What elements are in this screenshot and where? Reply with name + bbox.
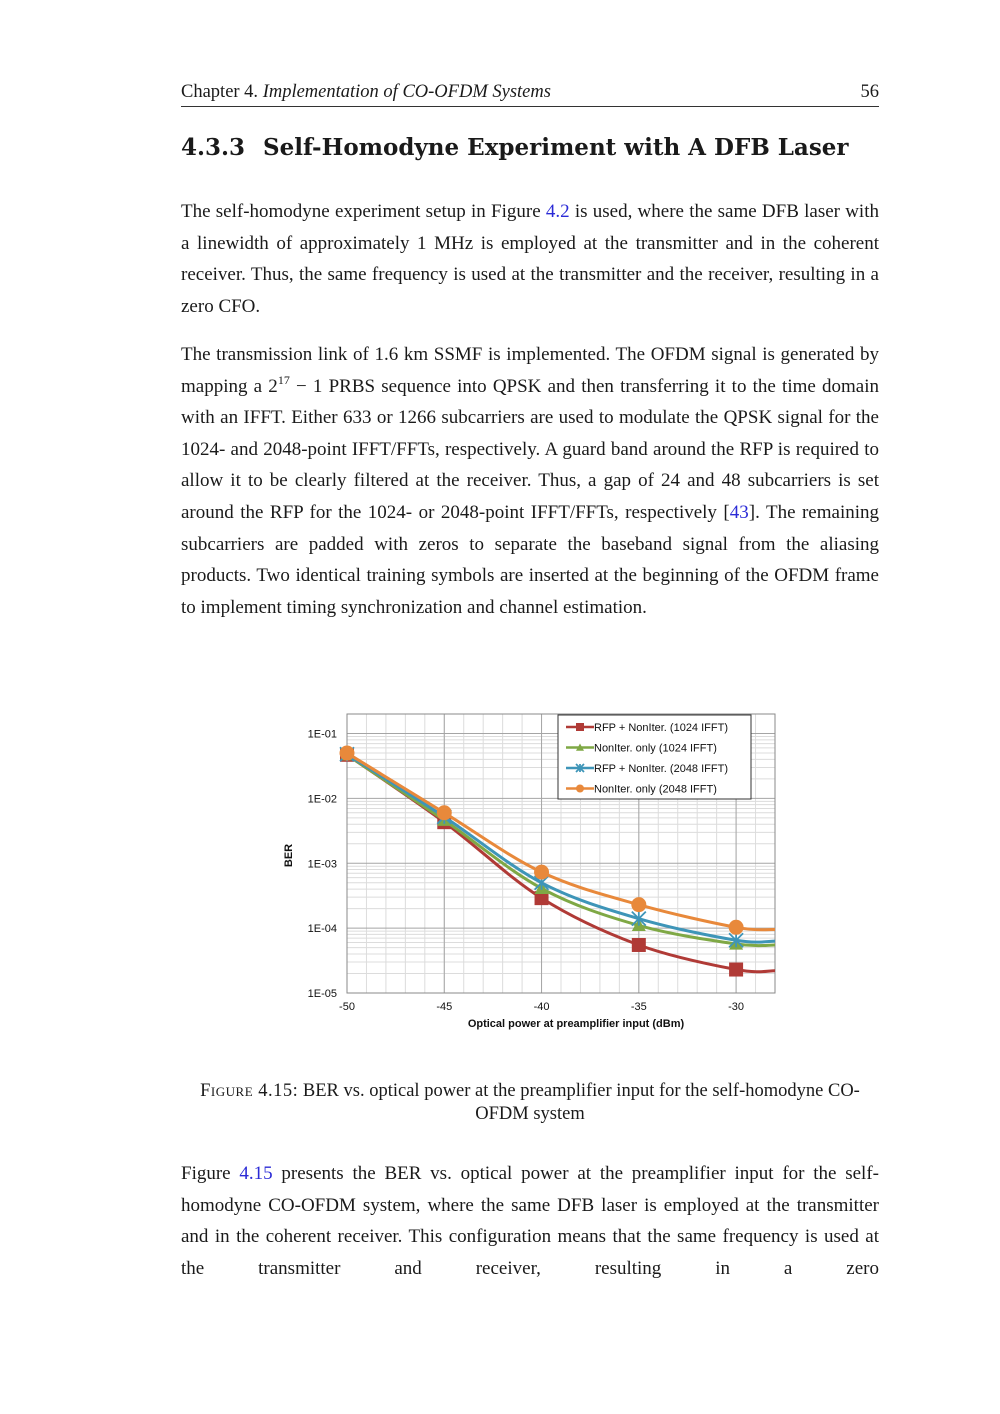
legend xyxy=(558,715,751,799)
y-tick-label: 1E-05 xyxy=(307,988,337,1000)
ber-chart xyxy=(0,700,1000,1040)
data-point xyxy=(729,920,744,935)
data-point xyxy=(576,785,584,793)
x-axis-label: Optical power at preamplifier input (dBm) xyxy=(467,1018,685,1030)
legend-label: RFP + NonIter. (1024 IFFT) xyxy=(594,722,728,734)
data-point xyxy=(576,723,584,731)
legend-label: NonIter. only (2048 IFFT) xyxy=(594,783,717,796)
citation-link[interactable]: 43 xyxy=(729,501,749,523)
paragraph-2-text-c: ]. The remaining subcarriers are padded with zeros to separate the baseband signal from the aliasing products. Two identical training symbols are inserted at the beginning of the OFDM frame to implement timing synchronization and channel estimation. xyxy=(181,501,880,618)
paragraph-1-text-b: is used, where the same DFB laser with a linewidth of approximately 1 MHz is employed at the transmitter and in the coherent receiver. Thus, the same frequency is used at the transmitter and the receiver, resulting in a zero CFO. xyxy=(181,201,879,317)
paragraph-2-text-a: The transmission link of 1.6 km SSMF is implemented. The OFDM signal is generated by mapping a 2 xyxy=(181,344,879,397)
figure-label: Figure 4.15: xyxy=(200,1081,299,1101)
chapter-title: Implementation of CO-OFDM Systems xyxy=(262,82,551,102)
page-number: 56 xyxy=(860,82,879,102)
page-header xyxy=(181,80,879,107)
figure-ref-link[interactable]: 4.15 xyxy=(239,1163,273,1184)
data-point xyxy=(729,963,743,977)
paragraph-1 xyxy=(181,196,879,322)
paragraph-3-text-a: Figure xyxy=(181,1163,240,1184)
x-tick-label: -45 xyxy=(436,1001,453,1013)
y-tick-label: 1E-04 xyxy=(307,923,337,936)
paragraph-3-text-b: presents the BER vs. optical power at the preamplifier input for the self-homodyne CO-OFDM system, where the same DFB laser is employed at the transmitter and in the coherent receiver. This configuration means that the same frequency is used at the transmitter and receiver, resulting in a zero xyxy=(181,1163,879,1279)
data-point xyxy=(631,897,646,912)
y-tick-label: 1E-02 xyxy=(307,793,337,806)
x-tick-label: -40 xyxy=(533,1001,550,1013)
section-heading xyxy=(181,133,879,163)
figure-4-15 xyxy=(0,700,1000,1040)
y-tick-label: 1E-01 xyxy=(307,728,337,741)
section-number: 4.3.3 xyxy=(181,134,246,161)
x-tick-label: -30 xyxy=(728,1001,745,1013)
data-point xyxy=(632,938,646,952)
paragraph-2 xyxy=(181,339,879,623)
data-point xyxy=(340,746,355,761)
caption-text: BER vs. optical power at the preamplifier input for the self-homodyne CO-OFDM system xyxy=(302,1081,860,1124)
legend-label: RFP + NonIter. (2048 IFFT) xyxy=(594,763,728,775)
paragraph-2-text-b: − 1 PRBS sequence into QPSK and then transferring it to the time domain with an IFFT. Either 633 or 1266 subcarriers are used to modulate the QPSK signal for the 1024- and 2048-point IFFT/FFTs, respectively. A guard band around the RFP is required to allow it to be clearly filtered at the receiver. Thus, a gap of 24 and 48 subcarriers is set around the RFP for the 1024- or 2048-point IFFT/FFTs, respectively [ xyxy=(181,375,879,523)
section-title: Self-Homodyne Experiment with A DFB Laser xyxy=(263,134,849,161)
legend-label: NonIter. only (1024 IFFT) xyxy=(594,742,717,755)
figure-ref-link[interactable]: 4.2 xyxy=(545,201,570,222)
exponent: 17 xyxy=(277,372,290,387)
y-tick-label: 1E-03 xyxy=(307,858,337,871)
data-point xyxy=(534,865,549,880)
chapter-label: Chapter 4. xyxy=(181,82,259,102)
figure-caption xyxy=(181,1080,879,1126)
paragraph-3 xyxy=(181,1158,879,1284)
y-axis-label: BER xyxy=(283,843,295,868)
paragraph-1-text-a: The self-homodyne experiment setup in Figure xyxy=(181,201,546,222)
x-tick-label: -50 xyxy=(339,1001,355,1013)
data-point xyxy=(437,805,452,820)
x-tick-label: -35 xyxy=(630,1001,647,1013)
